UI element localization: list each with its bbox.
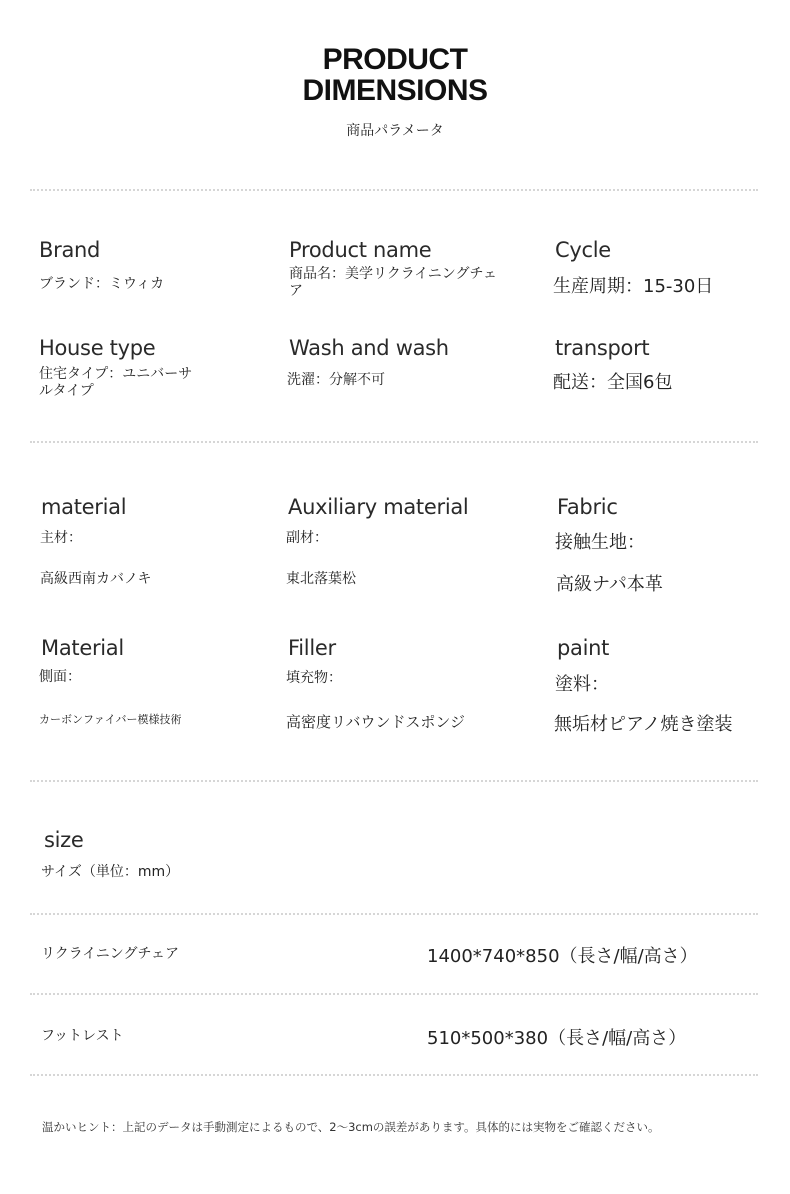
size-row-value: 1400*740*850（長さ/幅/高さ） — [427, 946, 698, 967]
material-label-jp: 主材： — [40, 530, 82, 546]
page-subtitle: 商品パラメータ — [346, 123, 444, 139]
divider — [30, 993, 758, 995]
side-material-label-en: Material — [41, 636, 124, 660]
paint-label-jp: 塗料： — [555, 674, 609, 695]
divider — [30, 1074, 758, 1076]
wash-value: 洗濯：分解不可 — [287, 372, 385, 388]
size-row-value: 510*500*380（長さ/幅/高さ） — [427, 1028, 687, 1049]
material-value: 高級西南カバノキ — [40, 571, 152, 587]
side-material-value: カーボンファイバー模様技術 — [39, 713, 182, 726]
size-label-jp: サイズ（単位：mm） — [41, 864, 180, 880]
fabric-label-jp: 接触生地： — [555, 532, 645, 553]
page-title-line-1: PRODUCT — [322, 43, 468, 76]
filler-label-en: Filler — [288, 636, 336, 660]
house-type-label-en: House type — [39, 336, 156, 360]
transport-value: 配送：全国6包 — [553, 372, 673, 393]
brand-label-en: Brand — [39, 238, 101, 262]
divider — [30, 189, 758, 191]
divider — [30, 913, 758, 915]
cycle-value: 生産周期：15-30日 — [553, 276, 714, 297]
divider — [30, 780, 758, 782]
size-label-en: size — [44, 828, 84, 852]
size-row-name: リクライニングチェア — [41, 946, 180, 962]
auxiliary-material-label-en: Auxiliary material — [288, 495, 469, 519]
auxiliary-material-value: 東北落葉松 — [286, 571, 356, 587]
auxiliary-material-label-jp: 副材： — [286, 530, 328, 546]
fabric-value: 高級ナパ本革 — [556, 574, 663, 595]
side-material-label-jp: 側面： — [39, 669, 81, 685]
paint-value: 無垢材ピアノ焼き塗装 — [554, 714, 733, 735]
cycle-label-en: Cycle — [555, 238, 611, 262]
material-label-en: material — [41, 495, 127, 519]
brand-value: ブランド：ミウィカ — [39, 276, 165, 292]
transport-label-en: transport — [555, 336, 650, 360]
filler-value: 高密度リバウンドスポンジ — [286, 713, 466, 731]
page-title-line-2: DIMENSIONS — [302, 74, 488, 107]
size-row-name: フットレスト — [41, 1028, 124, 1044]
filler-label-jp: 填充物： — [286, 670, 342, 686]
product-name-label-en: Product name — [289, 238, 432, 262]
product-name-value: 商品名：美学リクライニングチェア — [289, 266, 498, 299]
divider — [30, 441, 758, 443]
paint-label-en: paint — [557, 636, 610, 660]
wash-label-en: Wash and wash — [289, 336, 449, 360]
fabric-label-en: Fabric — [557, 495, 618, 519]
footnote: 温かいヒント：上記のデータは手動測定によるもので、2～3cmの誤差があります。具体的には実物をご確認ください。 — [42, 1120, 660, 1134]
house-type-value: 住宅タイプ：ユニバーサルタイプ — [39, 366, 193, 399]
